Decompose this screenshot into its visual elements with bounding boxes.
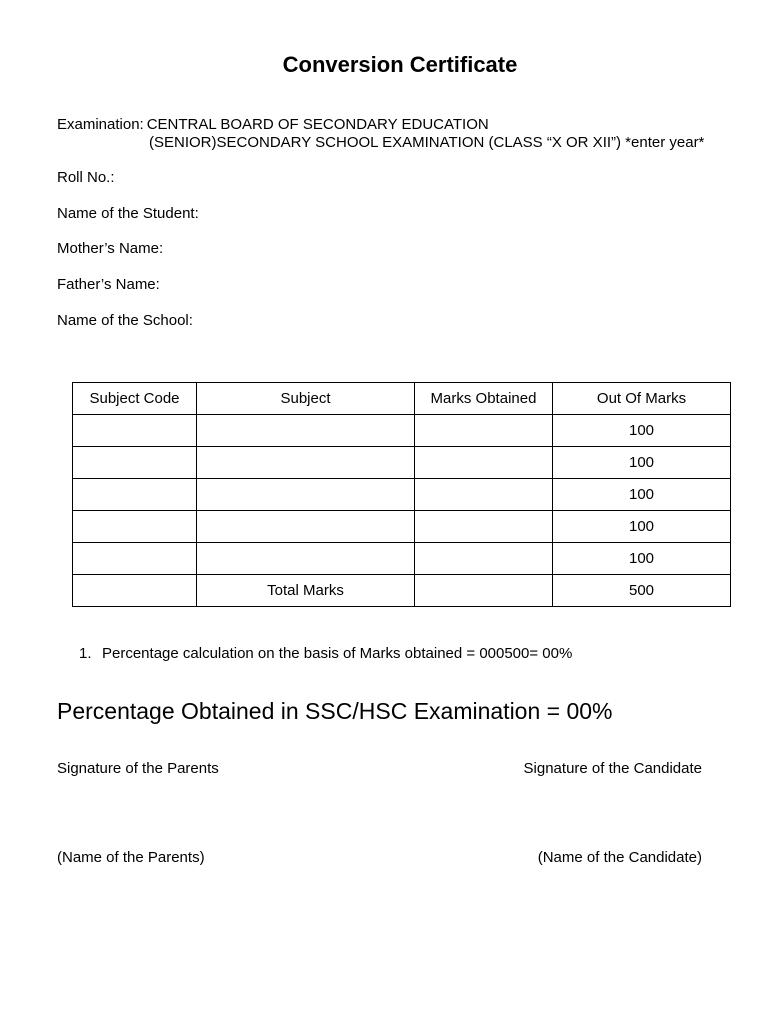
parents-name-label: (Name of the Parents) <box>57 849 205 866</box>
student-name-field: Name of the Student: <box>57 205 199 222</box>
total-out-of-marks: 500 <box>553 575 731 607</box>
table-cell <box>415 511 553 543</box>
table-cell <box>73 479 197 511</box>
table-cell <box>73 447 197 479</box>
table-row <box>73 543 731 575</box>
examination-line <box>57 116 489 133</box>
examination-class: (SENIOR)SECONDARY SCHOOL EXAMINATION (CLASS “X OR XII”) *enter year* <box>149 134 705 151</box>
table-cell <box>415 575 553 607</box>
candidate-signature-label: Signature of the Candidate <box>523 760 702 777</box>
table-cell <box>415 543 553 575</box>
roll-no-field: Roll No.: <box>57 169 115 186</box>
table-cell: 100 <box>553 447 731 479</box>
table-cell: 100 <box>553 479 731 511</box>
mother-name-field: Mother’s Name: <box>57 240 164 257</box>
examination-board: CENTRAL BOARD OF SECONDARY EDUCATION <box>146 116 489 133</box>
candidate-name-label: (Name of the Candidate) <box>537 849 702 866</box>
table-cell <box>197 447 415 479</box>
table-cell: 100 <box>553 543 731 575</box>
page-title: Conversion Certificate <box>282 52 518 77</box>
header-subject-code: Subject Code <box>73 383 197 415</box>
father-name-field: Father’s Name: <box>57 276 160 293</box>
table-row <box>73 479 731 511</box>
table-cell <box>73 543 197 575</box>
table-cell: 100 <box>553 511 731 543</box>
header-subject: Subject <box>197 383 415 415</box>
table-cell: 100 <box>553 415 731 447</box>
total-marks-label: Total Marks <box>197 575 415 607</box>
percentage-calculation <box>79 645 572 662</box>
total-row <box>73 575 731 607</box>
table-cell <box>73 575 197 607</box>
header-marks-obtained: Marks Obtained <box>415 383 553 415</box>
examination-label: Examination: <box>57 116 144 133</box>
table-cell <box>415 447 553 479</box>
list-number: 1. <box>79 645 92 662</box>
table-cell <box>197 511 415 543</box>
table-row <box>73 511 731 543</box>
table-cell <box>197 415 415 447</box>
parents-signature-label: Signature of the Parents <box>57 760 219 777</box>
table-cell <box>415 415 553 447</box>
table-cell <box>197 479 415 511</box>
table-row <box>73 415 731 447</box>
table-row <box>73 447 731 479</box>
header-out-of-marks: Out Of Marks <box>553 383 731 415</box>
table-header-row <box>73 383 731 415</box>
table-cell <box>415 479 553 511</box>
school-name-field: Name of the School: <box>57 312 193 329</box>
table-cell <box>73 415 197 447</box>
calculation-text: Percentage calculation on the basis of Marks obtained = 000500= 00% <box>102 645 573 662</box>
table-cell <box>197 543 415 575</box>
marks-table <box>72 382 731 607</box>
table-cell <box>73 511 197 543</box>
percentage-obtained: Percentage Obtained in SSC/HSC Examination = 00% <box>57 698 613 724</box>
